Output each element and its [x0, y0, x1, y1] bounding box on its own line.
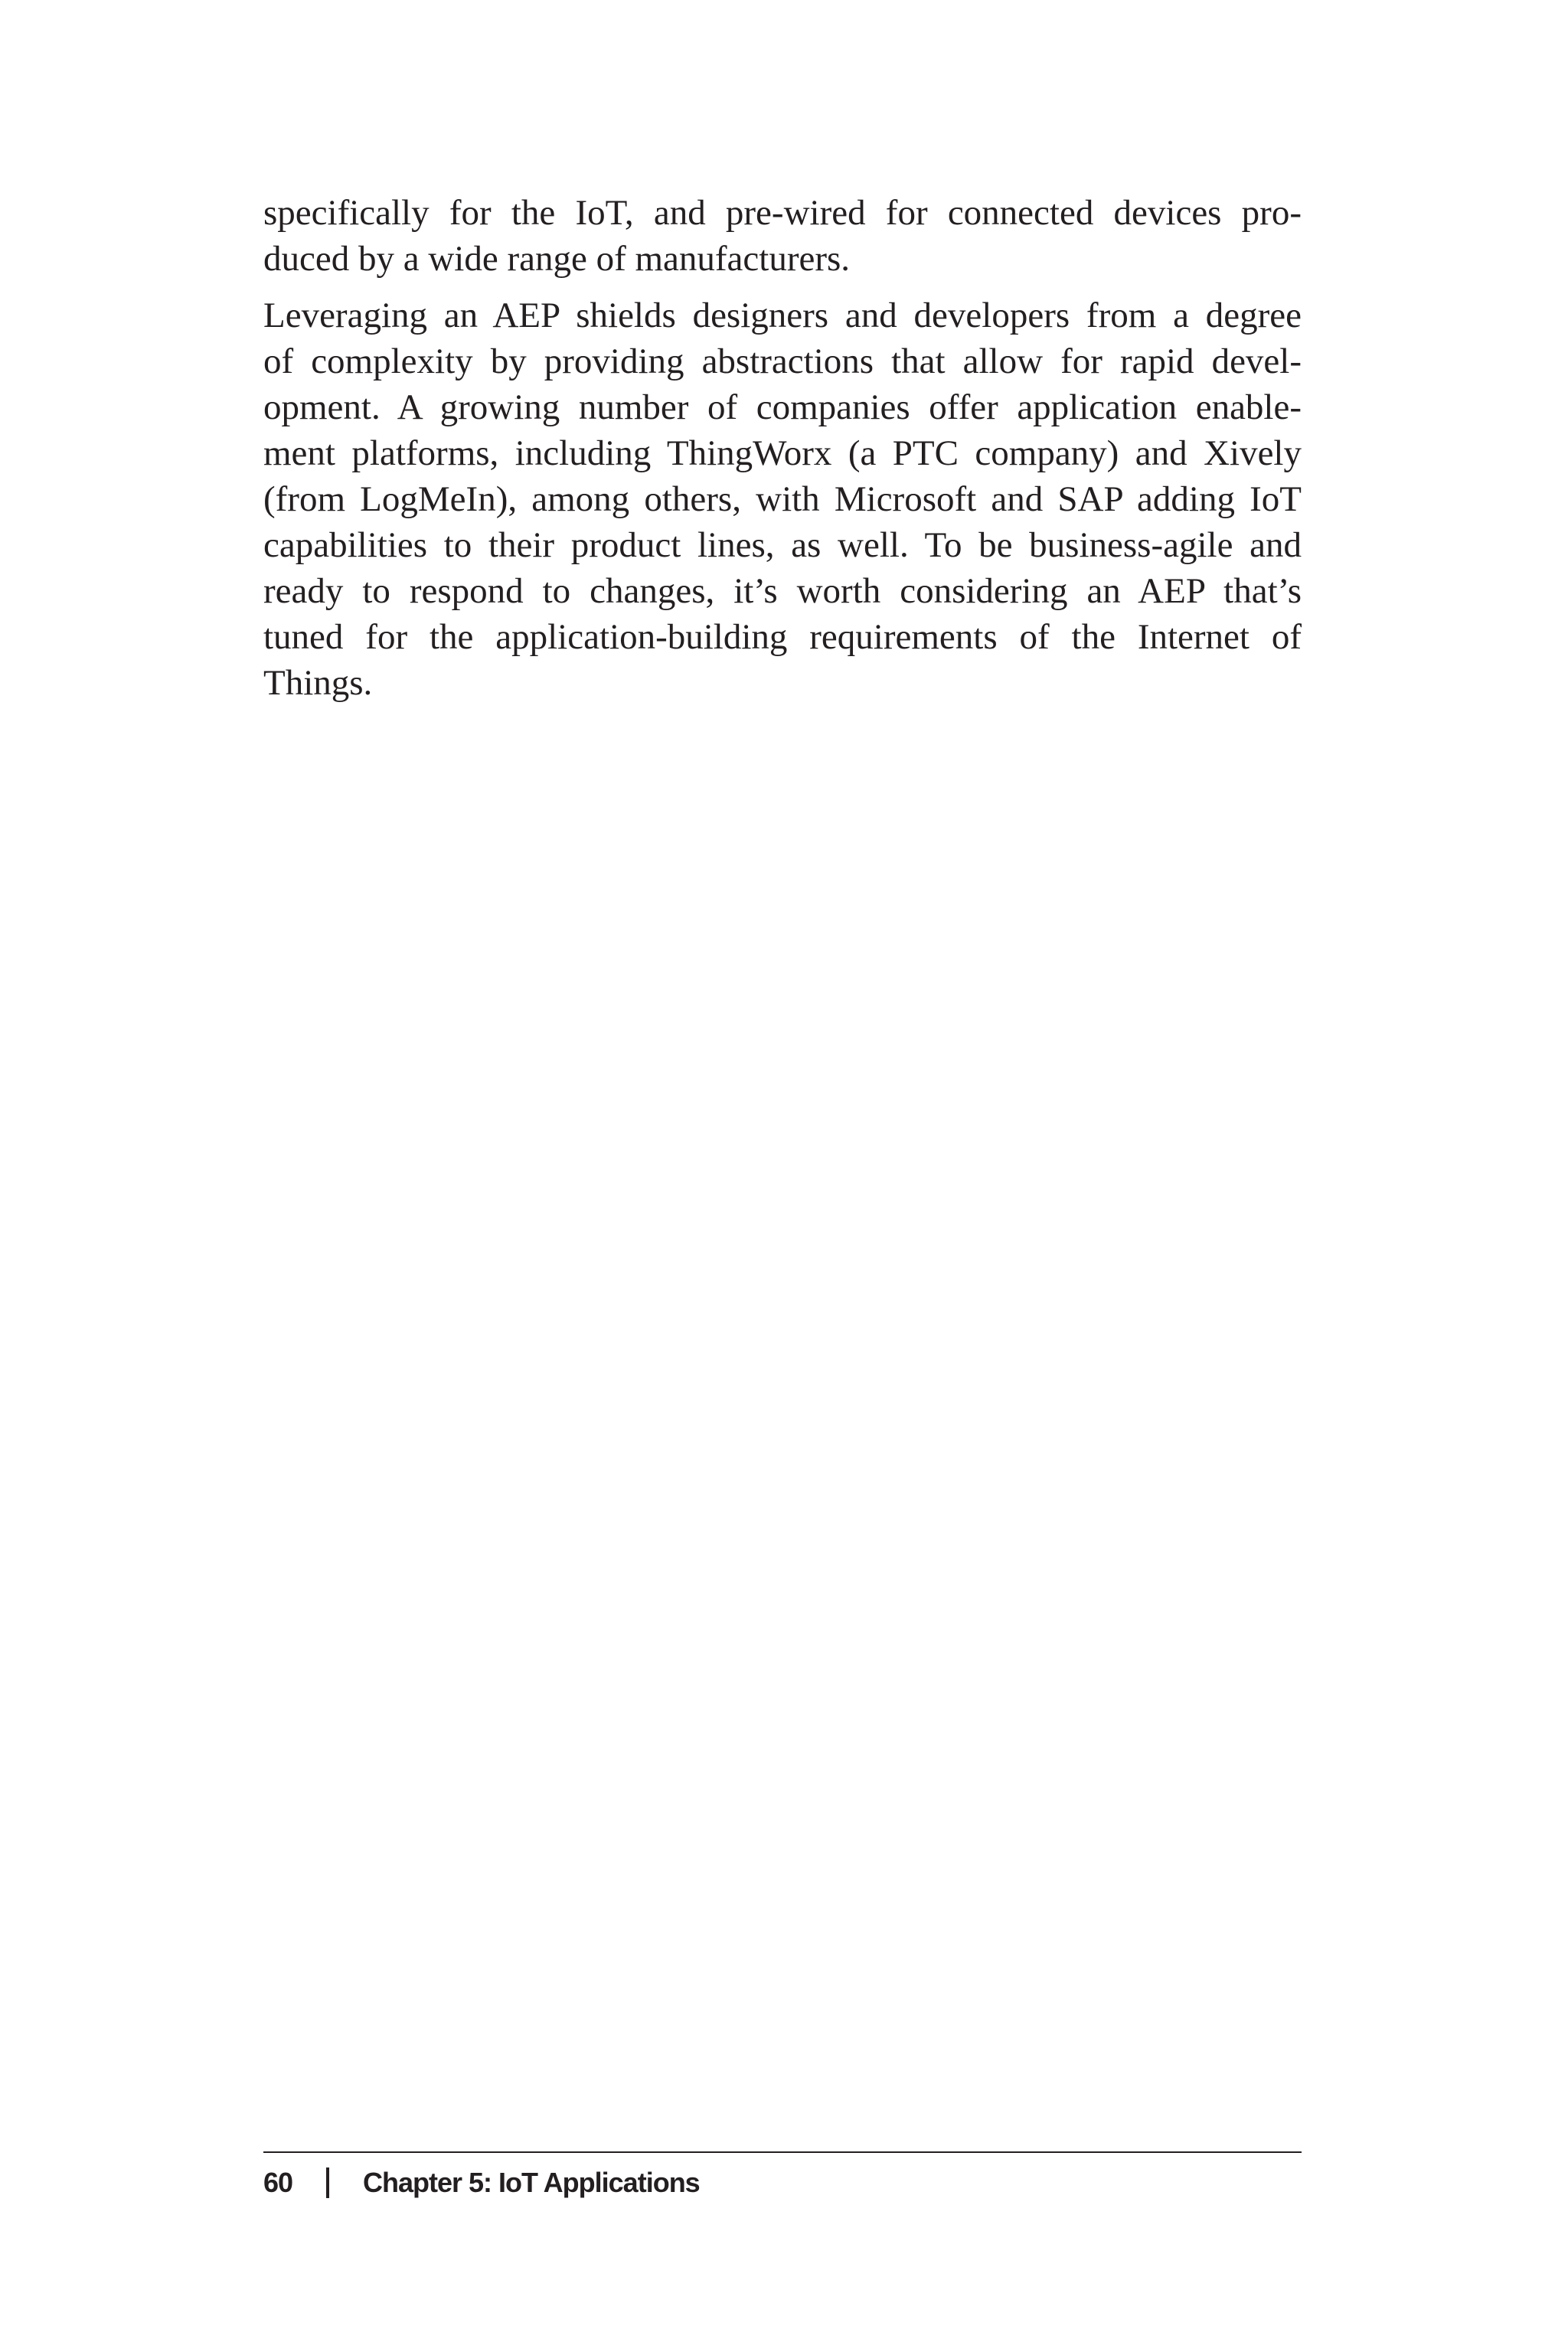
- text-line: duced by a wide range of manufacturers.: [263, 239, 851, 279]
- footer-separator: [326, 2167, 329, 2198]
- paragraph-continuation: [263, 190, 1302, 282]
- page-body: [263, 190, 1302, 706]
- text-line: Things.: [263, 663, 373, 703]
- footer-rule: [263, 2151, 1302, 2153]
- text-line: ment platforms, including ThingWorx (a PTC company) and Xively: [263, 433, 1302, 473]
- text-line: tuned for the application-building requirements of the Internet of: [263, 617, 1302, 657]
- page-footer: [263, 2164, 700, 2202]
- text-line: ready to respond to changes, it’s worth considering an AEP that’s: [263, 571, 1302, 611]
- paragraph-aep: [263, 292, 1302, 706]
- text-line: specifically for the IoT, and pre-wired for connected devices pro-: [263, 193, 1302, 233]
- text-line: (from LogMeIn), among others, with Microsoft and SAP adding IoT: [263, 479, 1302, 519]
- page-number: 60: [263, 2167, 293, 2198]
- chapter-title: Chapter 5: IoT Applications: [363, 2167, 700, 2198]
- text-line: opment. A growing number of companies offer application enable-: [263, 387, 1302, 427]
- text-line: capabilities to their product lines, as well. To be business-agile and: [263, 525, 1302, 565]
- text-line: Leveraging an AEP shields designers and developers from a degree: [263, 296, 1302, 335]
- text-line: of complexity by providing abstractions that allow for rapid devel-: [263, 341, 1302, 381]
